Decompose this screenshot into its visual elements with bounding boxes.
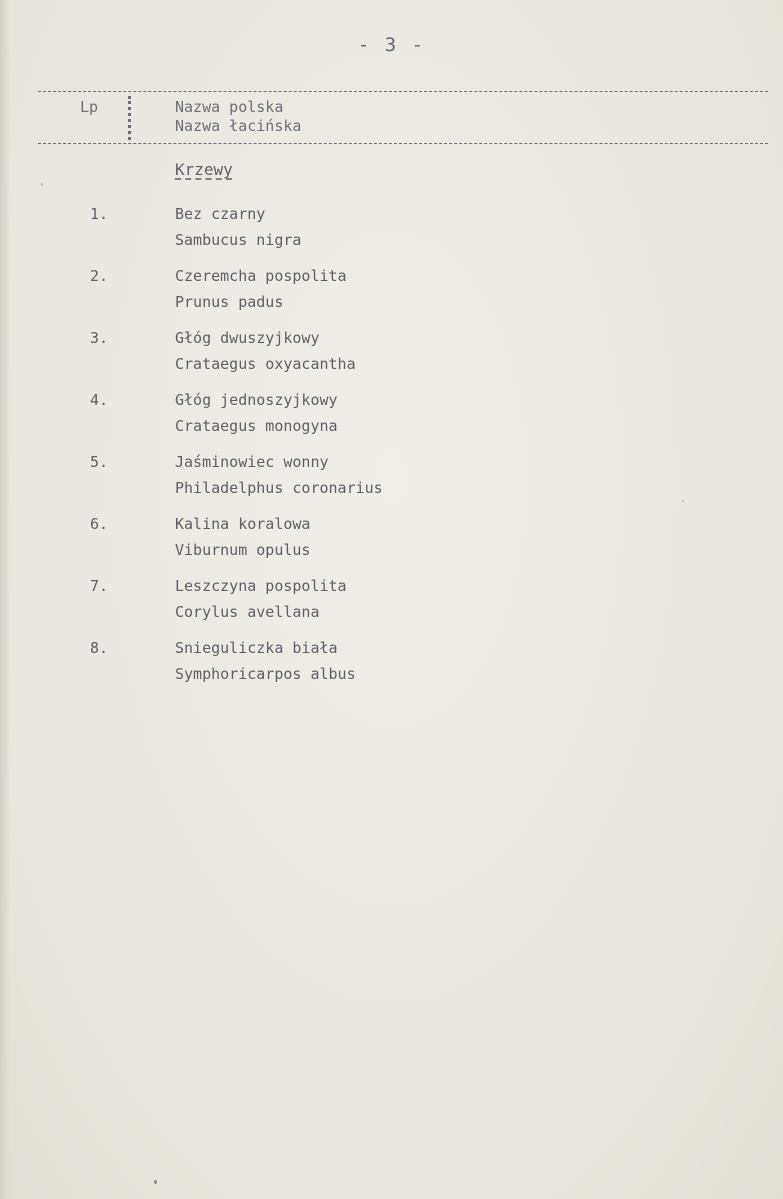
column-header-polish-name: Nazwa polska <box>175 98 284 116</box>
list-item <box>0 577 783 639</box>
list-item <box>0 267 783 329</box>
list-item <box>0 639 783 701</box>
entry-number: 7. <box>90 577 109 595</box>
entry-number: 3. <box>90 329 109 347</box>
paper-speck <box>682 500 684 502</box>
entry-number: 4. <box>90 391 109 409</box>
entry-polish-name: Głóg dwuszyjkowy <box>175 329 320 347</box>
paper-speck <box>41 183 43 186</box>
entry-number: 1. <box>90 205 109 223</box>
page-number: - 3 - <box>357 34 426 56</box>
entry-number: 6. <box>90 515 109 533</box>
entry-polish-name: Głóg jednoszyjkowy <box>175 391 338 409</box>
column-separator <box>128 96 131 140</box>
paper-speck <box>154 1180 157 1184</box>
entry-latin-name: Crataegus oxyacantha <box>175 355 356 373</box>
entry-latin-name: Corylus avellana <box>175 603 320 621</box>
table-header-rule <box>38 143 768 144</box>
entry-latin-name: Crataegus monogyna <box>175 417 338 435</box>
entry-latin-name: Prunus padus <box>175 293 284 311</box>
column-header-lp: Lp <box>80 98 99 116</box>
entry-polish-name: Leszczyna pospolita <box>175 577 347 595</box>
list-item <box>0 515 783 577</box>
list-item <box>0 329 783 391</box>
column-header-latin-name: Nazwa łacińska <box>175 117 302 135</box>
table-top-rule <box>38 91 768 92</box>
list-item <box>0 205 783 267</box>
entry-number: 8. <box>90 639 109 657</box>
entry-polish-name: Czeremcha pospolita <box>175 267 347 285</box>
entry-latin-name: Sambucus nigra <box>175 231 302 249</box>
entry-latin-name: Philadelphus coronarius <box>175 479 383 497</box>
entry-polish-name: Snieguliczka biała <box>175 639 338 657</box>
list-item <box>0 391 783 453</box>
entry-number: 5. <box>90 453 109 471</box>
entry-latin-name: Viburnum opulus <box>175 541 311 559</box>
list-item <box>0 453 783 515</box>
entry-latin-name: Symphoricarpos albus <box>175 665 356 683</box>
entry-number: 2. <box>90 267 109 285</box>
section-title: Krzewy <box>175 160 233 179</box>
entry-polish-name: Bez czarny <box>175 205 266 223</box>
entry-polish-name: Kalina koralowa <box>175 515 311 533</box>
entry-polish-name: Jaśminowiec wonny <box>175 453 329 471</box>
